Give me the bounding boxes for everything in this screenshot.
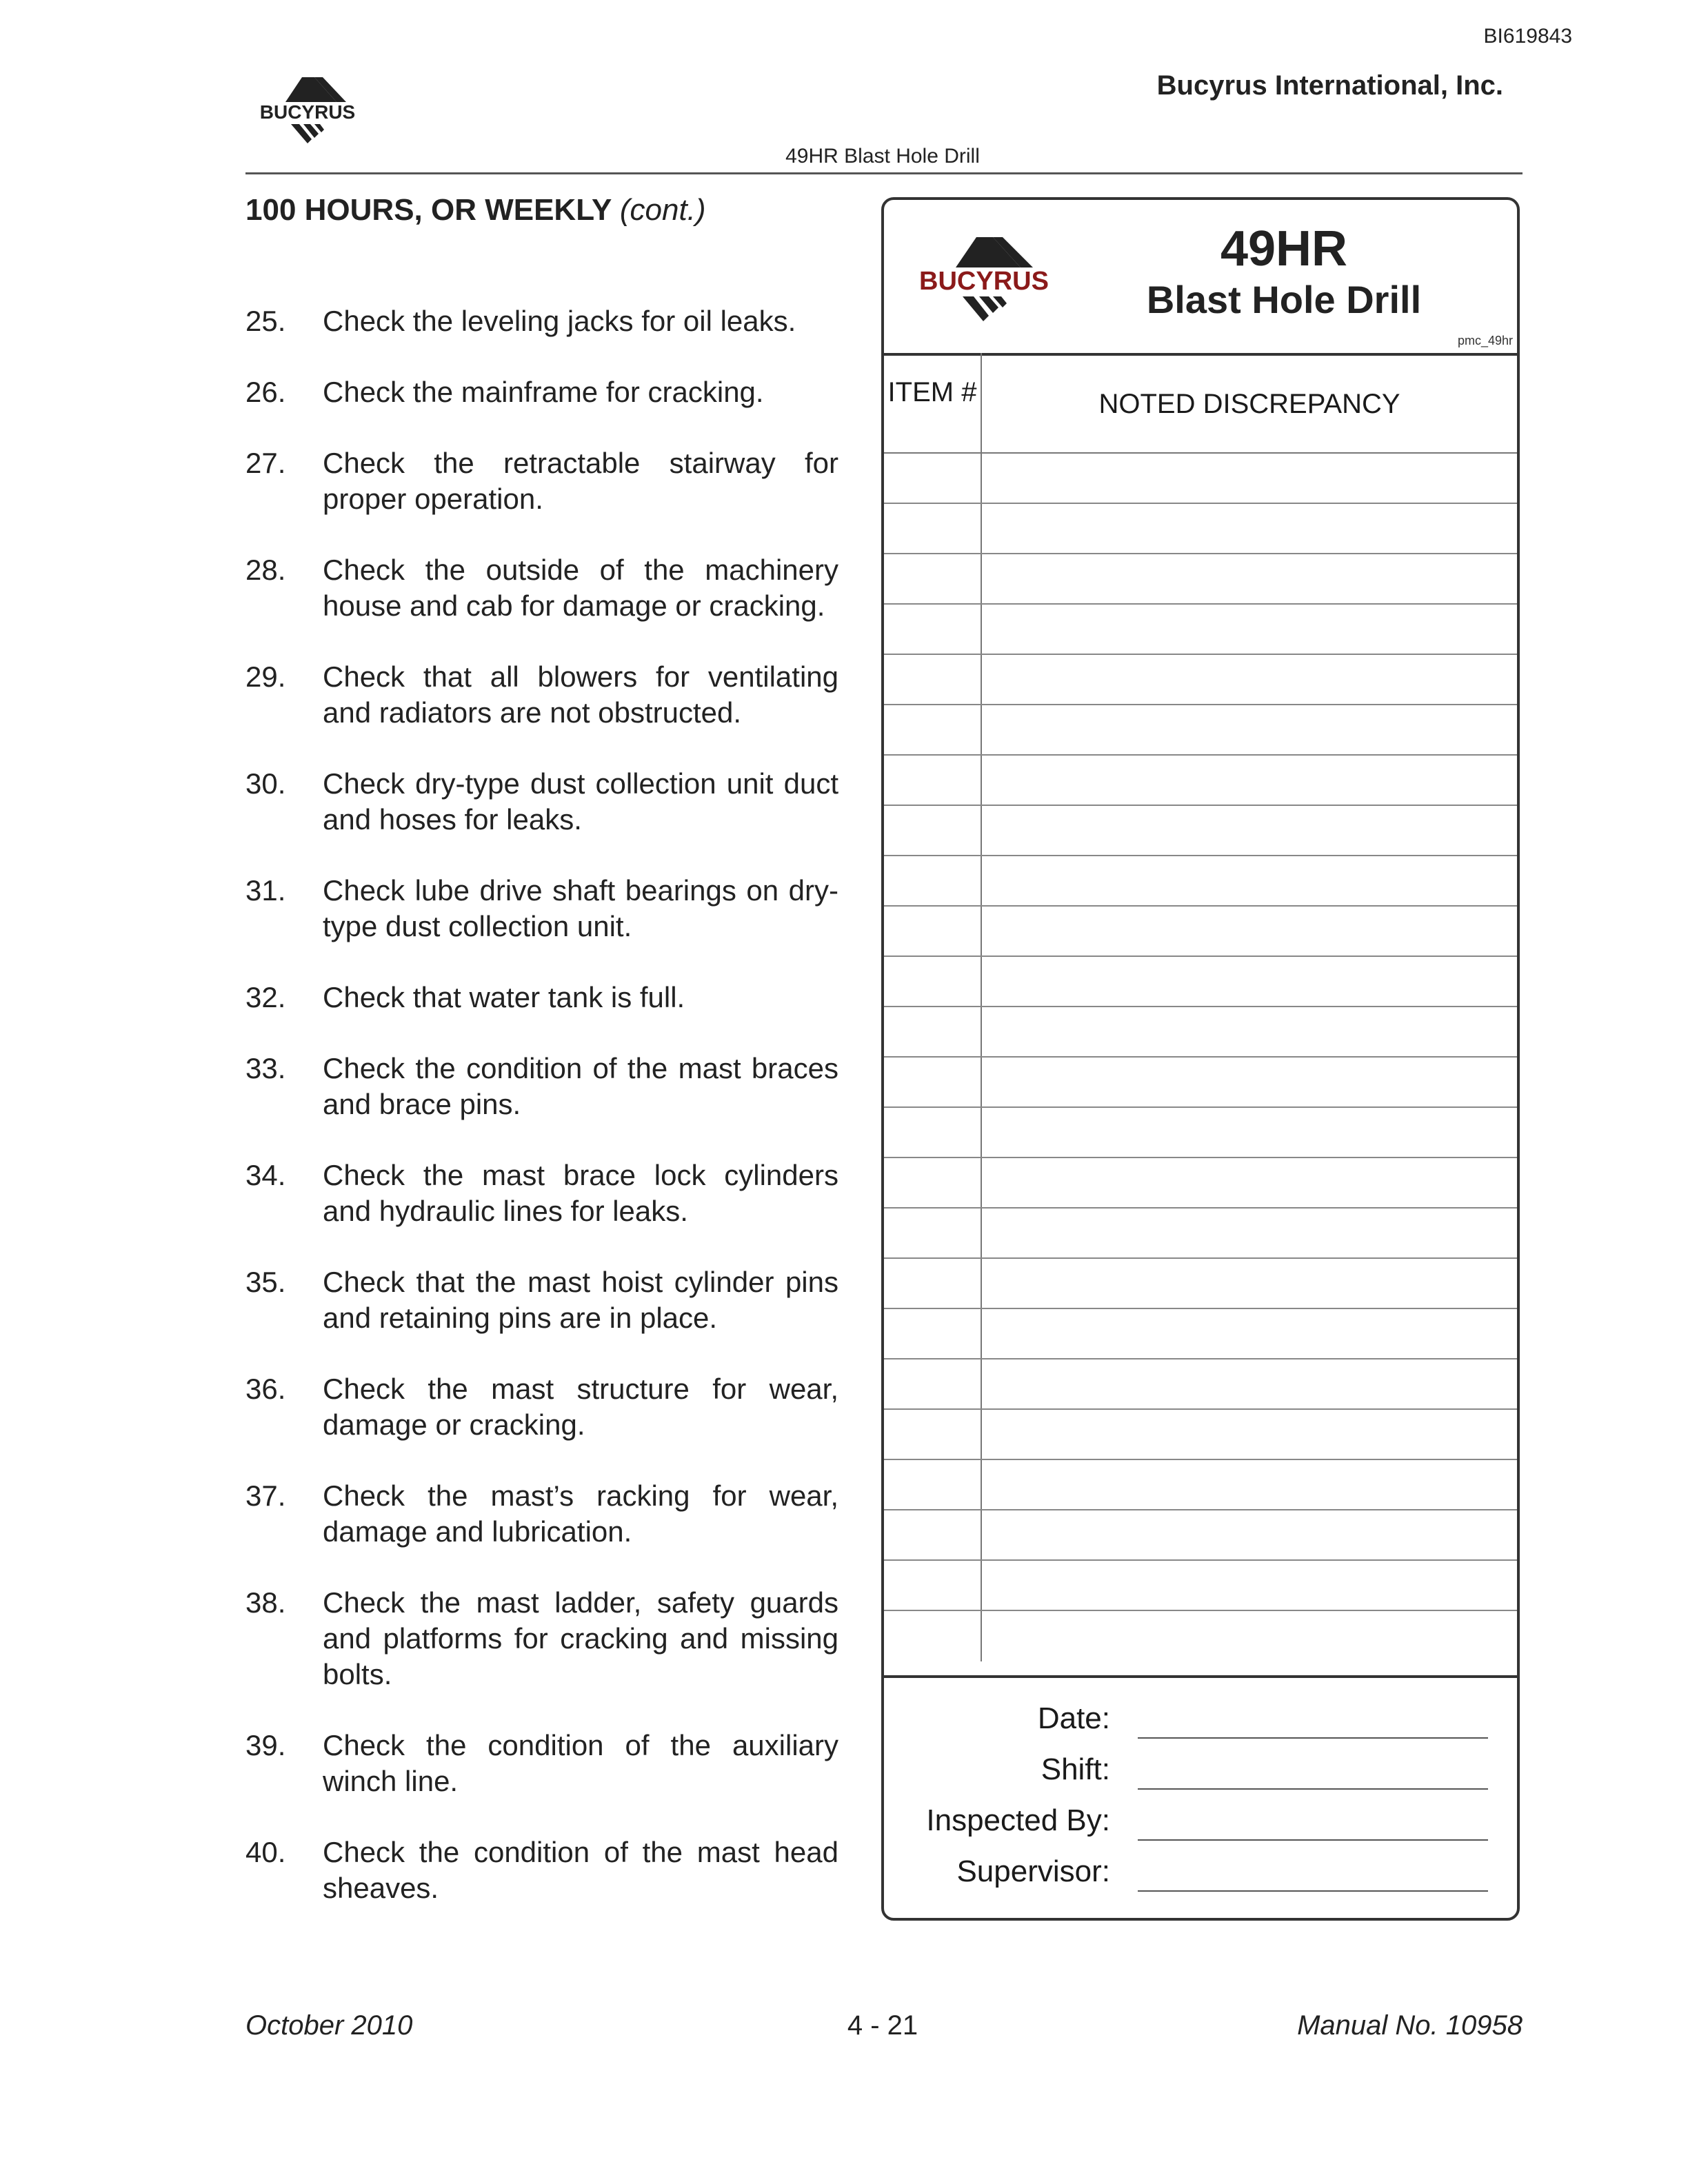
supervisor-label: Supervisor: (956, 1854, 1110, 1888)
checklist-item-text: Check the condition of the mast braces and brace pins. (323, 1052, 838, 1120)
table-row (884, 504, 1517, 554)
table-row (884, 454, 1517, 504)
table-row (884, 554, 1517, 605)
discrepancy-cell[interactable] (982, 1309, 1517, 1358)
item-cell[interactable] (884, 1209, 982, 1257)
table-row (884, 907, 1517, 957)
item-cell[interactable] (884, 1460, 982, 1509)
checklist-item (245, 1051, 838, 1122)
discrepancy-cell[interactable] (982, 856, 1517, 905)
table-header (884, 353, 1517, 454)
discrepancy-cell[interactable] (982, 1460, 1517, 1509)
document-subheader: 49HR Blast Hole Drill (785, 145, 980, 168)
checklist-item (245, 1728, 838, 1799)
discrepancy-cell[interactable] (982, 1007, 1517, 1056)
table-row (884, 1359, 1517, 1410)
form-header (884, 200, 1517, 356)
checklist-item (245, 1478, 838, 1550)
item-cell[interactable] (884, 655, 982, 704)
form-model: 49HR (1220, 221, 1348, 276)
table-row (884, 856, 1517, 907)
footer-date: October 2010 (245, 2010, 413, 2041)
checklist-item (245, 1157, 838, 1229)
section-cont: (cont.) (619, 193, 706, 227)
discrepancy-cell[interactable] (982, 756, 1517, 805)
table-row (884, 1259, 1517, 1309)
checklist-item-text: Check lube drive shaft bearings on dry-type dust collection unit. (323, 874, 838, 942)
discrepancy-cell[interactable] (982, 1108, 1517, 1157)
checklist-item-text: Check the mast brace lock cylinders and hydraulic lines for leaks. (323, 1159, 838, 1227)
discrepancy-cell[interactable] (982, 957, 1517, 1006)
form-logo-wordmark: BUCYRUS (919, 267, 1049, 296)
discrepancy-cell[interactable] (982, 655, 1517, 704)
checklist-item-text: Check that water tank is full. (323, 981, 685, 1013)
shift-label: Shift: (1041, 1752, 1110, 1786)
checklist-item (245, 980, 838, 1015)
item-cell[interactable] (884, 856, 982, 905)
item-cell[interactable] (884, 1007, 982, 1056)
shift-field[interactable] (1138, 1788, 1488, 1790)
discrepancy-cell[interactable] (982, 1158, 1517, 1207)
checklist-item (245, 1585, 838, 1692)
item-cell[interactable] (884, 756, 982, 805)
checklist-item-number: 34. (245, 1159, 286, 1191)
checklist-item-text: Check the mast structure for wear, damage or cracking. (323, 1373, 838, 1441)
page-number: 4 - 21 (847, 2010, 918, 2041)
company-name: Bucyrus International, Inc. (1156, 70, 1503, 101)
date-label: Date: (1037, 1701, 1110, 1735)
checklist-item-number: 39. (245, 1729, 286, 1761)
column-item: ITEM # (884, 353, 982, 452)
discrepancy-cell[interactable] (982, 1410, 1517, 1459)
checklist-item-number: 35. (245, 1266, 286, 1298)
table-row (884, 957, 1517, 1007)
manual-number: Manual No. 10958 (1297, 2010, 1523, 2041)
checklist-item-text: Check that all blowers for ventilating and radiators are not obstructed. (323, 660, 838, 729)
table-row (884, 1158, 1517, 1209)
column-discrepancy: NOTED DISCREPANCY (1098, 389, 1400, 419)
item-cell[interactable] (884, 1058, 982, 1106)
checklist-item-number: 38. (245, 1586, 286, 1619)
checklist-item-text: Check the condition of the auxiliary winch line. (323, 1729, 838, 1797)
discrepancy-cell[interactable] (982, 554, 1517, 603)
item-cell[interactable] (884, 907, 982, 956)
inspected-by-field[interactable] (1138, 1839, 1488, 1841)
item-cell[interactable] (884, 806, 982, 855)
header-rule (245, 172, 1523, 174)
discrepancy-cell[interactable] (982, 1510, 1517, 1559)
item-cell[interactable] (884, 504, 982, 553)
checklist-item-number: 30. (245, 767, 286, 800)
checklist-item-number: 40. (245, 1836, 286, 1868)
checklist-item (245, 766, 838, 838)
checklist-item-text: Check the mainframe for cracking. (323, 376, 764, 408)
discrepancy-cell[interactable] (982, 1359, 1517, 1408)
checklist-item (245, 659, 838, 731)
supervisor-field[interactable] (1138, 1890, 1488, 1892)
checklist-item-number: 36. (245, 1373, 286, 1405)
discrepancy-cell[interactable] (982, 454, 1517, 503)
checklist-item-text: Check the leveling jacks for oil leaks. (323, 305, 796, 337)
date-field[interactable] (1138, 1737, 1488, 1739)
table-row (884, 806, 1517, 856)
item-cell[interactable] (884, 1309, 982, 1358)
item-cell[interactable] (884, 1510, 982, 1559)
discrepancy-cell[interactable] (982, 1561, 1517, 1610)
checklist-item-text: Check that the mast hoist cylinder pins and retaining pins are in place. (323, 1266, 838, 1334)
item-cell[interactable] (884, 1259, 982, 1308)
discrepancy-cell[interactable] (982, 1611, 1517, 1661)
table-row (884, 605, 1517, 655)
checklist-item (245, 303, 838, 339)
item-cell[interactable] (884, 1611, 982, 1661)
checklist-item-number: 33. (245, 1052, 286, 1084)
checklist-item (245, 552, 838, 624)
table-row (884, 1309, 1517, 1359)
discrepancy-cell[interactable] (982, 605, 1517, 654)
checklist-item-text: Check the outside of the machinery house and cab for damage or cracking. (323, 554, 838, 622)
checklist-item-number: 31. (245, 874, 286, 907)
form-code: pmc_49hr (1457, 334, 1513, 347)
inspected-by-line (884, 1797, 1517, 1848)
checklist-item-number: 28. (245, 554, 286, 586)
checklist-item (245, 1264, 838, 1336)
checklist-item (245, 1834, 838, 1906)
checklist-item-number: 25. (245, 305, 286, 337)
date-line (884, 1695, 1517, 1746)
discrepancy-cell[interactable] (982, 705, 1517, 754)
checklist-item-number: 26. (245, 376, 286, 408)
table-row (884, 1209, 1517, 1259)
table-row (884, 1611, 1517, 1661)
discrepancy-table (884, 353, 1517, 1661)
item-cell[interactable] (884, 705, 982, 754)
checklist-item-number: 32. (245, 981, 286, 1013)
form-type: Blast Hole Drill (1146, 278, 1422, 321)
inspected-by-label: Inspected By: (926, 1803, 1110, 1837)
table-row (884, 1108, 1517, 1158)
item-cell[interactable] (884, 1410, 982, 1459)
discrepancy-form (881, 197, 1520, 1921)
table-row (884, 1007, 1517, 1058)
table-row (884, 1460, 1517, 1510)
checklist (245, 303, 838, 1941)
section-title-text: 100 HOURS, OR WEEKLY (245, 193, 612, 227)
discrepancy-cell[interactable] (982, 1259, 1517, 1308)
item-cell[interactable] (884, 554, 982, 603)
item-cell[interactable] (884, 1359, 982, 1408)
section-title (245, 193, 706, 228)
table-row (884, 1561, 1517, 1611)
bucyrus-logo (245, 72, 370, 149)
checklist-item-number: 37. (245, 1479, 286, 1512)
item-cell[interactable] (884, 454, 982, 503)
checklist-item-text: Check the mast’s racking for wear, damage and lubrication. (323, 1479, 838, 1548)
signature-block (884, 1675, 1517, 1921)
checklist-item-text: Check the condition of the mast head sheaves. (323, 1836, 838, 1904)
discrepancy-cell[interactable] (982, 1209, 1517, 1257)
item-cell[interactable] (884, 1108, 982, 1157)
checklist-item-number: 27. (245, 447, 286, 479)
checklist-item-text: Check dry-type dust collection unit duct and hoses for leaks. (323, 767, 838, 836)
table-row (884, 705, 1517, 756)
item-cell[interactable] (884, 605, 982, 654)
bucyrus-logo-form (905, 230, 1063, 327)
table-row (884, 1510, 1517, 1561)
supervisor-line (884, 1848, 1517, 1899)
item-cell[interactable] (884, 1158, 982, 1207)
table-row (884, 1058, 1517, 1108)
checklist-item-text: Check the retractable stairway for proper operation. (323, 447, 838, 515)
table-row (884, 1410, 1517, 1460)
item-cell[interactable] (884, 1561, 982, 1610)
checklist-item (245, 1371, 838, 1443)
logo-wordmark: BUCYRUS (259, 101, 356, 123)
table-row (884, 756, 1517, 806)
document-id: BI619843 (1483, 25, 1572, 48)
checklist-item (245, 445, 838, 517)
discrepancy-cell[interactable] (982, 907, 1517, 956)
checklist-item (245, 374, 838, 410)
discrepancy-cell[interactable] (982, 806, 1517, 855)
checklist-item-number: 29. (245, 660, 286, 693)
table-row (884, 655, 1517, 705)
shift-line (884, 1746, 1517, 1797)
item-cell[interactable] (884, 957, 982, 1006)
discrepancy-cell[interactable] (982, 1058, 1517, 1106)
discrepancy-cell[interactable] (982, 504, 1517, 553)
checklist-item-text: Check the mast ladder, safety guards and platforms for cracking and missing bolts. (323, 1586, 838, 1690)
checklist-item (245, 873, 838, 944)
